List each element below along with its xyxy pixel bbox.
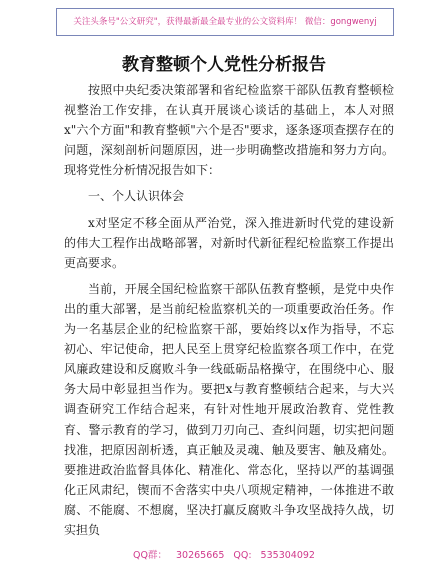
intro-paragraph: 按照中央纪委决策部署和省纪检监察干部队伍教育整顿检视整治工作安排，在认真开展谈心谈话的基础上，本人对照x"六个方面"和教育整顿"六个是否"要求，逐条逐项查摆存在的问题，深刻剖析问题原因，进一步明确整改措施和努力方向。现将党性分析情况报告如下： — [64, 83, 394, 178]
body-paragraph: 当前，开展全国纪检监察干部队伍教育整顿，是党中央作出的重大部署，是当前纪检监察机关的一项重要政治任务。作为一名基层企业的纪检监察干部，要始终以x作为指导，不忘初心、牢记使命，把人民至上贯穿纪检监察各项工作中，在党风廉政建设和反腐败斗争一线砥砺品格操守，在围绕中心、服务大局中彰显担当作为。要把x与教育整顿结合起来，与大兴调查研究工作结合起来，有针对性地开展政治教育、党性教育、警示教育的学习，做到刀刃向己、查纠问题，切实把问题找准，把原因剖析透，真正触及灵魂、触及要害、触及痛处。要推进政治监督具体化、精准化、常态化，坚持以严的基调强化正风肃纪，锲而不舍落实中央八项规定精神，一体推进不敢腐、不能腐、不想腐，坚决打赢反腐败斗争攻坚战持久战，切实担负 — [64, 281, 394, 537]
contact-footer: QQ群： 30265665 QQ: 535304092 — [133, 550, 315, 561]
body-paragraph: x对坚定不移全面从严治党，深入推进新时代党的建设新的伟大工程作出战略部署，对新时代新征程纪检监察工作提出更高要求。 — [64, 215, 394, 270]
document-title: 教育整顿个人党性分析报告 — [122, 55, 326, 75]
document-body — [64, 80, 394, 540]
promo-banner: 关注头条号"公文研究"，获得最新最全最专业的公文资料库！ 微信：gongwenyj — [56, 8, 394, 36]
section-heading: 一、个人认识体会 — [88, 189, 185, 204]
